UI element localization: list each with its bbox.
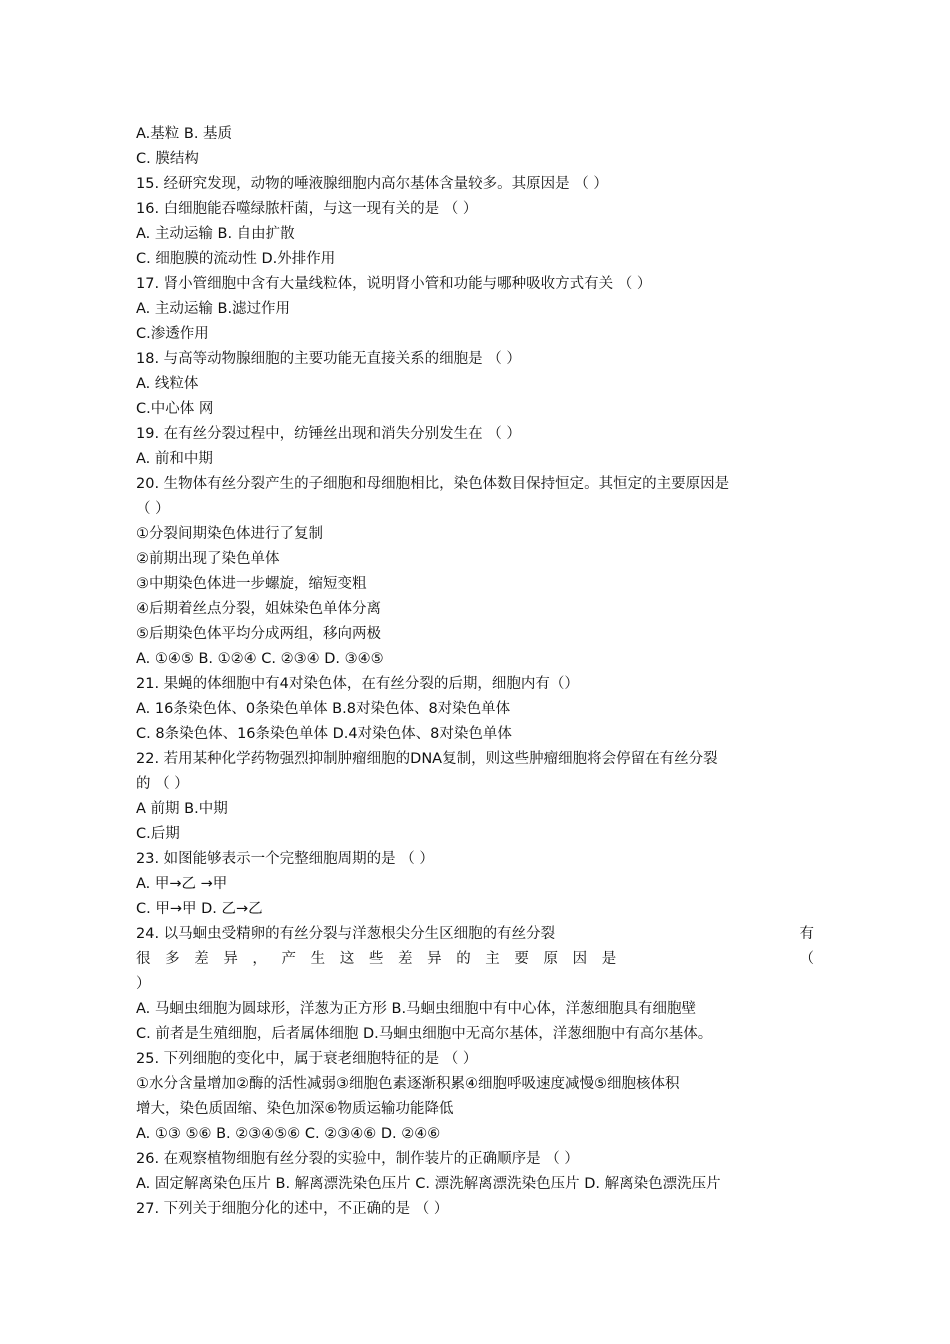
text-line: C.中心体 网	[136, 401, 214, 417]
question-24	[136, 924, 814, 944]
text-line: A. ①③ ⑤⑥ B. ②③④⑤⑥ C. ②③④⑥ D. ②④⑥	[136, 1126, 441, 1142]
text-line: A. 线粒体	[136, 376, 199, 392]
text-line: ⑤后期染色体平均分成两组，移向两极	[136, 626, 381, 642]
text-line: 的 （ ）	[136, 776, 189, 792]
text-fragment: （	[799, 951, 814, 967]
question-27: 27. 下列关于细胞分化的述中，不正确的是 （ ）	[136, 1201, 449, 1217]
text-line: ①分裂间期染色体进行了复制	[136, 526, 323, 542]
question-26: 26. 在观察植物细胞有丝分裂的实验中，制作装片的正确顺序是 （ ）	[136, 1151, 579, 1167]
text-line: ③中期染色体进一步螺旋，缩短变粗	[136, 576, 367, 592]
text-line: ④后期着丝点分裂，姐妹染色单体分离	[136, 601, 381, 617]
question-22: 22. 若用某种化学药物强烈抑制肿瘤细胞的DNA复制，则这些肿瘤细胞将会停留在有丝分裂	[136, 751, 718, 767]
text-line: C. 8条染色体、16条染色单体 D.4对染色体、8对染色单体	[136, 726, 512, 742]
text-line: ①水分含量增加②酶的活性减弱③细胞色素逐渐积累④细胞呼吸速度减慢⑤细胞核体积	[136, 1076, 680, 1092]
text-line: A.基粒 B. 基质	[136, 126, 233, 142]
text-line	[136, 949, 814, 969]
question-16: 16. 白细胞能吞噬绿脓杆菌，与这一现有关的是 （ ）	[136, 201, 478, 217]
text-fragment: 24. 以马蛔虫受精卵的有丝分裂与洋葱根尖分生区细胞的有丝分裂	[136, 926, 556, 942]
question-25: 25. 下列细胞的变化中，属于衰老细胞特征的是 （ ）	[136, 1051, 478, 1067]
text-line: C.渗透作用	[136, 326, 209, 342]
text-line: （ ）	[136, 501, 170, 517]
text-fragment: 有	[799, 926, 814, 942]
text-line: ②前期出现了染色单体	[136, 551, 280, 567]
text-line: A. 前和中期	[136, 451, 213, 467]
text-line: A. 甲→乙 →甲	[136, 876, 228, 892]
question-19: 19. 在有丝分裂过程中，纺锤丝出现和消失分别发生在 （ ）	[136, 426, 521, 442]
text-line: C. 前者是生殖细胞，后者属体细胞 D.马蛔虫细胞中无高尔基体，洋葱细胞中有高尔基体。	[136, 1026, 713, 1042]
text-line: C. 膜结构	[136, 151, 199, 167]
text-line: A. 马蛔虫细胞为圆球形，洋葱为正方形 B.马蛔虫细胞中有中心体，洋葱细胞具有细胞壁	[136, 1001, 697, 1017]
text-line: C.后期	[136, 826, 180, 842]
text-fragment: 很 多 差 异 ， 产 生 这 些 差 异 的 主 要 原 因 是	[136, 951, 622, 967]
question-21: 21. 果蝇的体细胞中有4对染色体，在有丝分裂的后期，细胞内有（）	[136, 676, 579, 692]
text-line: A. ①④⑤ B. ①②④ C. ②③④ D. ③④⑤	[136, 651, 384, 667]
text-line: A 前期 B.中期	[136, 801, 228, 817]
question-17: 17. 肾小管细胞中含有大量线粒体，说明肾小管和功能与哪种吸收方式有关 （ ）	[136, 276, 652, 292]
text-line: A. 固定解离染色压片 B. 解离漂洗染色压片 C. 漂洗解离漂洗染色压片 D. 解离染色漂洗压片	[136, 1176, 721, 1192]
question-20: 20. 生物体有丝分裂产生的子细胞和母细胞相比，染色体数目保持恒定。其恒定的主要原因是	[136, 476, 730, 492]
text-line: C. 甲→甲 D. 乙→乙	[136, 901, 263, 917]
question-15: 15. 经研究发现，动物的唾液腺细胞内高尔基体含量较多。其原因是 （ ）	[136, 176, 608, 192]
text-line: A. 16条染色体、0条染色单体 B.8对染色体、8对染色单体	[136, 701, 511, 717]
text-line: 增大，染色质固缩、染色加深⑥物质运输功能降低	[136, 1101, 454, 1117]
text-line: A. 主动运输 B. 自由扩散	[136, 226, 295, 242]
text-line: A. 主动运输 B.滤过作用	[136, 301, 291, 317]
text-line: C. 细胞膜的流动性 D.外排作用	[136, 251, 336, 267]
text-line: ）	[136, 976, 151, 992]
question-23: 23. 如图能够表示一个完整细胞周期的是 （ ）	[136, 851, 434, 867]
question-18: 18. 与高等动物腺细胞的主要功能无直接关系的细胞是 （ ）	[136, 351, 521, 367]
